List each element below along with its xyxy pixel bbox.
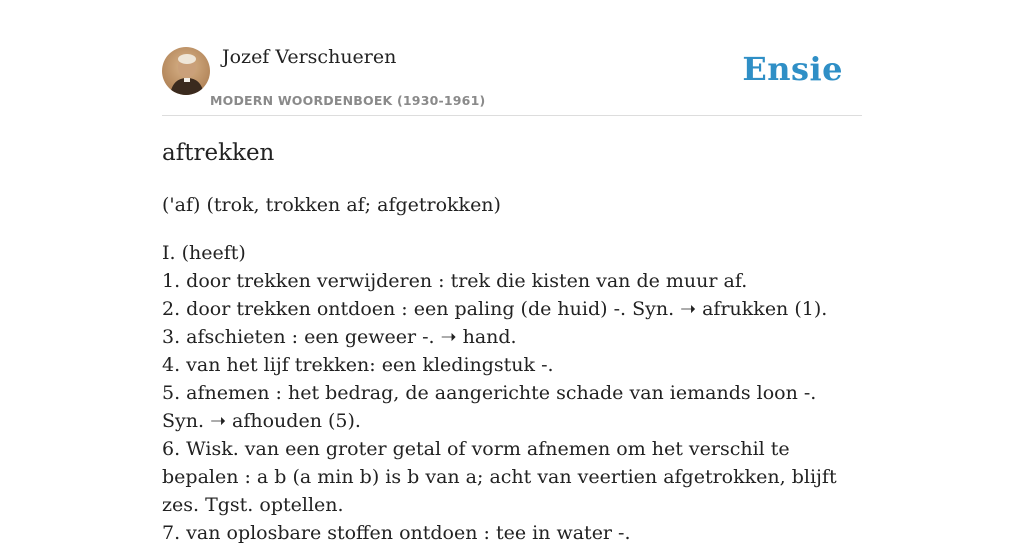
author-avatar[interactable] xyxy=(162,47,210,95)
header-divider xyxy=(162,115,862,116)
definition-line: 7. van oplosbare stoffen ontdoen : tee in water -. xyxy=(162,522,631,544)
dictionary-name[interactable]: MODERN WOORDENBOEK (1930-1961) xyxy=(210,93,486,108)
definition-line: I. (heeft) xyxy=(162,242,246,264)
headword: aftrekken xyxy=(162,140,275,166)
author-name[interactable]: Jozef Verschueren xyxy=(222,46,397,68)
author-portrait-icon xyxy=(162,47,210,95)
definition-line: 4. van het lijf trekken: een kledingstuk -. xyxy=(162,354,554,376)
definition-list xyxy=(162,239,862,547)
definition-line: 5. afnemen : het bedrag, de aangerichte schade van iemands loon -. Syn. ➝ afhouden (5). xyxy=(162,382,817,432)
grammar-info: ('af) (trok, trokken af; afgetrokken) xyxy=(162,194,501,216)
definition-line: 3. afschieten : een geweer -. ➝ hand. xyxy=(162,326,517,348)
ensie-logo[interactable]: Ensie xyxy=(742,50,843,88)
definition-line: 1. door trekken verwijderen : trek die kisten van de muur af. xyxy=(162,270,748,292)
definition-line: 6. Wisk. van een groter getal of vorm afnemen om het verschil te bepalen : a b (a min b) is b van a; acht van veertien afgetrokken, blijft zes. Tgst. optellen. xyxy=(162,438,837,516)
definition-line: 2. door trekken ontdoen : een paling (de huid) -. Syn. ➝ afrukken (1). xyxy=(162,298,828,320)
